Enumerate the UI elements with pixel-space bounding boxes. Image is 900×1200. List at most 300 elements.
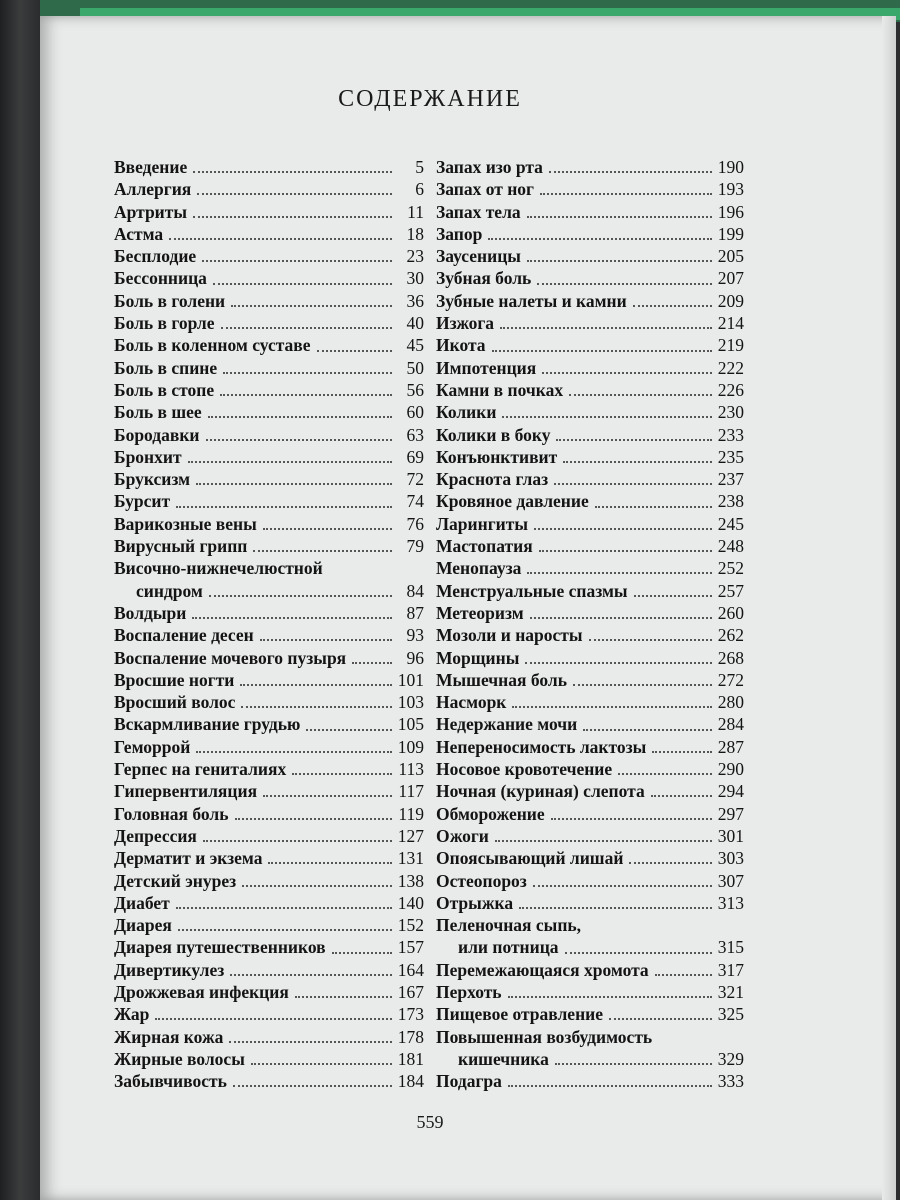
toc-entry [114, 647, 424, 669]
toc-entry-title: Аллергия [114, 179, 192, 200]
toc-entry-page: 6 [415, 179, 424, 200]
toc-entry-page: 87 [406, 602, 424, 623]
toc-entry-title: Диарея [114, 915, 172, 936]
toc-entry-page: 196 [717, 201, 744, 222]
toc-entry [114, 223, 424, 245]
toc-entry [114, 334, 424, 356]
toc-entry-title-continuation: синдром [136, 580, 203, 601]
toc-entry-title: Краснота глаз [436, 469, 549, 490]
dot-leader [512, 706, 711, 708]
dot-leader [595, 506, 712, 508]
toc-entry [114, 156, 424, 178]
toc-entry-page: 222 [717, 357, 744, 378]
toc-entry [436, 691, 744, 713]
toc-entry-title: Вросшие ногти [114, 669, 235, 690]
toc-entry-page: 301 [717, 825, 744, 846]
toc-entry-page: 76 [406, 513, 424, 534]
dot-leader [188, 461, 392, 463]
toc-entry [114, 758, 424, 780]
toc-entry [114, 736, 424, 758]
toc-entry [436, 357, 744, 379]
dot-leader [253, 550, 392, 552]
dot-leader [292, 773, 392, 775]
toc-entry [436, 401, 744, 423]
dot-leader [332, 952, 392, 954]
toc-entry-page: 157 [397, 937, 424, 958]
toc-entry-page: 93 [406, 625, 424, 646]
dot-leader [573, 684, 712, 686]
dot-leader [176, 907, 392, 909]
toc-entry-page: 237 [717, 469, 744, 490]
dot-leader [565, 952, 712, 954]
dot-leader [563, 461, 712, 463]
toc-entry [114, 379, 424, 401]
toc-entry-title: Пеленочная сыпь, [436, 915, 582, 936]
toc-entry [114, 847, 424, 869]
dot-leader [651, 795, 712, 797]
toc-entry [114, 691, 424, 713]
toc-entry [436, 1003, 744, 1025]
toc-entry-page: 233 [717, 424, 744, 445]
dot-leader [223, 372, 392, 374]
toc-entry [436, 424, 744, 446]
toc-entry-title: Волдыри [114, 602, 187, 623]
toc-entry [436, 1026, 744, 1048]
dot-leader [542, 372, 712, 374]
toc-entry-page: 190 [717, 157, 744, 177]
toc-entry-title: Ночная (куриная) слепота [436, 781, 645, 802]
toc-entry [114, 357, 424, 379]
toc-entry-title: Вскармливание грудью [114, 714, 301, 735]
toc-entry [436, 602, 744, 624]
toc-entry [436, 981, 744, 1003]
toc-entry-page: 321 [717, 981, 744, 1002]
toc-entry-page: 329 [717, 1048, 744, 1069]
toc-entry [436, 736, 744, 758]
dot-leader [206, 439, 392, 441]
dot-leader [652, 751, 711, 753]
dot-leader [233, 1085, 392, 1087]
toc-entry [436, 758, 744, 780]
toc-entry-title: Диабет [114, 892, 170, 913]
dot-leader [555, 1063, 712, 1065]
dot-leader [263, 528, 392, 530]
toc-entry-title: Недержание мочи [436, 714, 578, 735]
toc-entry-page: 40 [406, 313, 424, 334]
dot-leader [527, 572, 711, 574]
dot-leader [220, 394, 392, 396]
toc-entry-page: 317 [717, 959, 744, 980]
dot-leader [530, 617, 712, 619]
toc-entry-page: 36 [406, 290, 424, 311]
toc-entry-title: Носовое кровотечение [436, 759, 613, 780]
toc-entry-page: 235 [717, 446, 744, 467]
toc-entry-title: Геморрой [114, 736, 191, 757]
toc-entry-title: Подагра [436, 1071, 502, 1092]
dot-leader [539, 550, 712, 552]
toc-entry-title: Менструальные спазмы [436, 580, 628, 601]
toc-entry [114, 624, 424, 646]
dot-leader [155, 1018, 391, 1020]
toc-right-column [436, 156, 744, 1092]
toc-entry-title: Детский энурез [114, 870, 237, 891]
dot-leader [235, 818, 393, 820]
dot-leader [197, 193, 392, 195]
toc-entry [436, 892, 744, 914]
toc-entry-page: 101 [397, 669, 424, 690]
toc-entry-title: Отрыжка [436, 892, 514, 913]
toc-entry-title: Депрессия [114, 825, 197, 846]
dot-leader [495, 840, 712, 842]
dot-leader [229, 1041, 391, 1043]
dot-leader [193, 216, 392, 218]
toc-entry-page: 152 [397, 915, 424, 936]
toc-entry-page: 5 [415, 157, 424, 177]
dot-leader [519, 907, 712, 909]
toc-entry-title: Пищевое отравление [436, 1004, 604, 1025]
toc-entry-page: 74 [406, 491, 424, 512]
toc-entry-title: Кровяное давление [436, 491, 589, 512]
toc-entry-title-continuation: кишечника [458, 1048, 549, 1069]
toc-entry-page: 181 [397, 1048, 424, 1069]
toc-entry-page: 262 [717, 625, 744, 646]
toc-entry [436, 647, 744, 669]
toc-entry-title: Головная боль [114, 803, 229, 824]
toc-entry-title: Дерматит и экзема [114, 848, 263, 869]
dot-leader [551, 818, 712, 820]
toc-entry [114, 401, 424, 423]
toc-entry [436, 847, 744, 869]
dot-leader [192, 617, 392, 619]
toc-entry-title: Вросший волос [114, 692, 236, 713]
toc-entry-page: 287 [717, 736, 744, 757]
toc-entry-page: 131 [397, 848, 424, 869]
dot-leader [618, 773, 712, 775]
toc-entry [114, 981, 424, 1003]
dot-leader [306, 729, 391, 731]
toc-entry-page: 103 [397, 692, 424, 713]
dot-leader [527, 260, 712, 262]
toc-entry-title: Зубные налеты и камни [436, 290, 627, 311]
toc-entry-page: 325 [717, 1004, 744, 1025]
toc-entry-title: Забывчивость [114, 1071, 227, 1092]
toc-entry-title: Опоясывающий лишай [436, 848, 624, 869]
toc-entry-title: Обморожение [436, 803, 545, 824]
dot-leader [221, 327, 392, 329]
dot-leader [268, 862, 391, 864]
dot-leader [193, 171, 392, 173]
toc-entry [114, 1048, 424, 1070]
toc-entry-title: Конъюнктивит [436, 446, 558, 467]
toc-entry-page: 313 [717, 892, 744, 913]
dot-leader [196, 483, 392, 485]
toc-entry-title: Остеопороз [436, 870, 527, 891]
toc-entry-title: Боль в голени [114, 290, 226, 311]
toc-entry-title: Ожоги [436, 825, 489, 846]
toc-entry-page: 164 [397, 959, 424, 980]
toc-entry-title: Запах изо рта [436, 157, 543, 177]
toc-entry [114, 959, 424, 981]
toc-entry-page: 138 [397, 870, 424, 891]
toc-entry [114, 201, 424, 223]
toc-entry [114, 178, 424, 200]
toc-entry-title: Боль в шее [114, 402, 202, 423]
toc-entry-title: Боль в спине [114, 357, 218, 378]
dot-leader [655, 974, 712, 976]
toc-entry-page: 238 [717, 491, 744, 512]
dot-leader [230, 974, 391, 976]
dot-leader [527, 216, 712, 218]
dot-leader [240, 684, 391, 686]
toc-entry [114, 669, 424, 691]
toc-entry-page: 140 [397, 892, 424, 913]
toc-entry-page: 117 [398, 781, 424, 802]
toc-entry-page: 167 [397, 981, 424, 1002]
toc-entry-title: Насморк [436, 692, 507, 713]
toc-entry-continuation [436, 936, 744, 958]
toc-entry [114, 780, 424, 802]
dot-leader [537, 283, 711, 285]
toc-entry-title: Перемежающаяся хромота [436, 959, 649, 980]
toc-entry-title: Импотенция [436, 357, 537, 378]
toc-entry [114, 424, 424, 446]
toc-entry [436, 223, 744, 245]
toc-entry [114, 245, 424, 267]
toc-entry-title-continuation: или потница [458, 937, 559, 958]
toc-entry [114, 468, 424, 490]
toc-entry-title: Боль в коленном суставе [114, 335, 311, 356]
toc-entry [436, 201, 744, 223]
toc-entry-title: Мастопатия [436, 536, 533, 557]
toc-entry [436, 669, 744, 691]
dot-leader [196, 751, 391, 753]
dot-leader [241, 706, 391, 708]
toc-entry-continuation [436, 1048, 744, 1070]
toc-entry-title: Запах от ног [436, 179, 534, 200]
toc-entry [436, 513, 744, 535]
toc-entry [114, 825, 424, 847]
dot-leader [633, 305, 712, 307]
dot-leader [556, 439, 711, 441]
toc-entry [436, 959, 744, 981]
toc-entry-page: 315 [717, 937, 744, 958]
dot-leader [492, 350, 712, 352]
toc-entry-page: 333 [717, 1071, 744, 1092]
toc-entry [114, 1026, 424, 1048]
toc-entry [436, 870, 744, 892]
dot-leader [208, 416, 392, 418]
toc-entry-title: Дрожжевая инфекция [114, 981, 289, 1002]
toc-entry-page: 297 [717, 803, 744, 824]
dot-leader [629, 862, 711, 864]
dot-leader [525, 662, 711, 664]
toc-entry-title: Колики в боку [436, 424, 551, 445]
toc-entry-title: Воспаление десен [114, 625, 254, 646]
toc-entry-title: Запор [436, 223, 483, 244]
toc-entry [436, 624, 744, 646]
toc-entry-title: Мозоли и наросты [436, 625, 583, 646]
toc-entry [436, 713, 744, 735]
toc-entry [436, 914, 744, 936]
toc-entry [436, 178, 744, 200]
dot-leader [488, 238, 711, 240]
toc-entry-page: 207 [717, 268, 744, 289]
toc-entry-page: 60 [406, 402, 424, 423]
toc-entry-page: 113 [398, 759, 424, 780]
toc-entry-title: Жирная кожа [114, 1026, 224, 1047]
toc-entry-page: 84 [406, 580, 424, 601]
dot-leader [589, 639, 712, 641]
toc-entry-page: 178 [397, 1026, 424, 1047]
toc-entry-page: 307 [717, 870, 744, 891]
toc-entry-page: 45 [406, 335, 424, 356]
toc-entry-continuation [114, 580, 424, 602]
dot-leader [540, 193, 712, 195]
dot-leader [202, 260, 392, 262]
toc-entry [114, 870, 424, 892]
toc-entry-title: Колики [436, 402, 497, 423]
toc-left-column [114, 156, 424, 1092]
toc-entry-page: 257 [717, 580, 744, 601]
dot-leader [242, 885, 392, 887]
dot-leader [178, 929, 392, 931]
toc-entry-page: 105 [397, 714, 424, 735]
toc-entry-title: Бородавки [114, 424, 200, 445]
toc-entry-title: Повышенная возбудимость [436, 1026, 653, 1047]
toc-entry [436, 468, 744, 490]
toc-entry-page: 303 [717, 848, 744, 869]
toc-entry-title: Жар [114, 1004, 150, 1025]
dot-leader [549, 171, 712, 173]
toc-entry [436, 446, 744, 468]
toc-entry [436, 312, 744, 334]
toc-entry-page: 69 [406, 446, 424, 467]
toc-entry [114, 535, 424, 557]
toc-entry-page: 290 [717, 759, 744, 780]
toc-entry-page: 11 [407, 201, 424, 222]
toc-entry [436, 1070, 744, 1092]
book-spine-edge [0, 0, 40, 1200]
dot-leader [203, 840, 392, 842]
toc-entry-title: Вирусный грипп [114, 536, 248, 557]
toc-entry-page: 230 [717, 402, 744, 423]
toc-entry-page: 79 [406, 536, 424, 557]
toc-entry [436, 490, 744, 512]
toc-entry-page: 18 [406, 223, 424, 244]
toc-entry [436, 156, 744, 178]
toc-entry-page: 23 [406, 246, 424, 267]
toc-entry-title: Менопауза [436, 558, 522, 579]
toc-entry [114, 267, 424, 289]
toc-entry-page: 199 [717, 223, 744, 244]
toc-entry-page: 252 [717, 558, 744, 579]
toc-entry [436, 245, 744, 267]
dot-leader [609, 1018, 712, 1020]
dot-leader [583, 729, 712, 731]
toc-entry-page: 272 [717, 669, 744, 690]
dot-leader [176, 506, 392, 508]
toc-entry-title: Непереносимость лактозы [436, 736, 647, 757]
dot-leader [263, 795, 392, 797]
toc-entry-title: Бруксизм [114, 469, 191, 490]
dot-leader [231, 305, 392, 307]
toc-entry-title: Изжога [436, 313, 495, 334]
dot-leader [213, 283, 392, 285]
toc-entry-title: Боль в стопе [114, 379, 215, 400]
toc-entry-page: 173 [397, 1004, 424, 1025]
dot-leader [352, 662, 392, 664]
toc-entry [114, 1003, 424, 1025]
toc-entry-page: 245 [717, 513, 744, 534]
toc-entry-page: 50 [406, 357, 424, 378]
toc-entry-page: 109 [397, 736, 424, 757]
toc-entry-title: Метеоризм [436, 602, 524, 623]
toc-entry-title: Мышечная боль [436, 669, 567, 690]
toc-entry-title: Бессонница [114, 268, 207, 289]
toc-entry-page: 284 [717, 714, 744, 735]
toc-entry-title: Заусеницы [436, 246, 521, 267]
toc-entry-title: Морщины [436, 647, 520, 668]
toc-entry-title: Запах тела [436, 201, 521, 222]
toc-entry-page: 127 [397, 825, 424, 846]
toc-entry [114, 312, 424, 334]
toc-entry-title: Герпес на гениталиях [114, 759, 287, 780]
toc-entry [114, 490, 424, 512]
toc-entry-page: 248 [717, 536, 744, 557]
toc-entry [436, 334, 744, 356]
dot-leader [533, 885, 712, 887]
dot-leader [295, 996, 392, 998]
toc-entry-page: 214 [717, 313, 744, 334]
toc-entry-page: 280 [717, 692, 744, 713]
toc-entry-page: 193 [717, 179, 744, 200]
toc-entry [114, 446, 424, 468]
toc-entry-title: Варикозные вены [114, 513, 257, 534]
toc-entry [436, 290, 744, 312]
toc-entry-page: 260 [717, 602, 744, 623]
toc-entry-title: Жирные волосы [114, 1048, 245, 1069]
toc-entry-title: Бесплодие [114, 246, 197, 267]
toc-entry-title: Ларингиты [436, 513, 528, 534]
dot-leader [260, 639, 392, 641]
toc-entry-page: 56 [406, 379, 424, 400]
toc-entry-page: 219 [717, 335, 744, 356]
toc-entry-title: Височно-нижнечелюстной [114, 558, 323, 579]
toc-entry-title: Бронхит [114, 446, 182, 467]
page-edge-shadow [882, 16, 896, 1200]
toc-entry-page: 72 [406, 469, 424, 490]
toc-entry-page: 119 [398, 803, 424, 824]
toc-entry-page: 268 [717, 647, 744, 668]
dot-leader [317, 350, 393, 352]
book-page [40, 16, 896, 1200]
dot-leader [251, 1063, 392, 1065]
toc-entry-title: Гипервентиляция [114, 781, 258, 802]
dot-leader [502, 416, 711, 418]
toc-entry [114, 557, 424, 579]
toc-entry-title: Камни в почках [436, 379, 564, 400]
toc-entry [114, 914, 424, 936]
toc-entry [114, 803, 424, 825]
toc-entry-page: 184 [397, 1071, 424, 1092]
dot-leader [634, 595, 712, 597]
dot-leader [209, 595, 392, 597]
toc-entry [436, 379, 744, 401]
toc-entry [114, 892, 424, 914]
toc-entry [114, 713, 424, 735]
toc-entry-page: 209 [717, 290, 744, 311]
toc-entry [436, 803, 744, 825]
